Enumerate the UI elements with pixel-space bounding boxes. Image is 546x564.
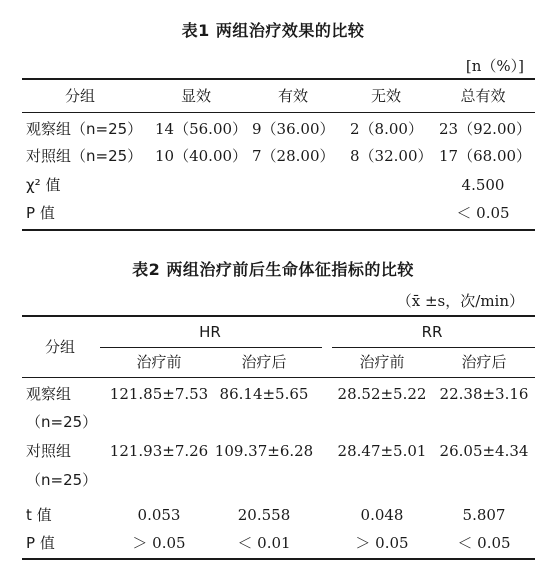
table1-bottom-rule xyxy=(22,229,535,231)
table2-header-rr: RR xyxy=(421,323,443,341)
table2-row1-hr-after: 86.14±5.65 xyxy=(219,385,309,403)
table1-row1-group: 观察组（n=25） xyxy=(26,120,143,138)
table1-p-label: P 值 xyxy=(26,204,55,222)
table2-title: 表2 两组治疗前后生命体征指标的比较 xyxy=(132,260,414,279)
table1-chi-label: χ² 值 xyxy=(26,176,61,194)
table2-rr-span-rule xyxy=(332,347,535,348)
table2-subheader-rr-after: 治疗后 xyxy=(461,353,507,371)
table2-t-hr-after: 20.558 xyxy=(237,506,291,524)
table2-t-rr-after: 5.807 xyxy=(462,506,506,524)
table2-unit: （x̄ ±s，次/min） xyxy=(396,292,524,310)
table1-header-ineffective: 无效 xyxy=(370,87,402,105)
table1-row2-total: 17（68.00） xyxy=(439,147,532,165)
table2-row2-rr-after: 26.05±4.34 xyxy=(439,442,529,460)
table1-title: 表1 两组治疗效果的比较 xyxy=(181,21,365,40)
table1-row2-effective: 7（28.00） xyxy=(252,147,335,165)
table2-row1-hr-before: 121.85±7.53 xyxy=(109,385,209,403)
table1-row1-total: 23（92.00） xyxy=(439,120,532,138)
table2-subheader-hr-before: 治疗前 xyxy=(136,353,182,371)
table2-row2-hr-before: 121.93±7.26 xyxy=(109,442,209,460)
table1-unit: [n（%）] xyxy=(465,57,524,75)
table2-t-label: t 值 xyxy=(26,506,52,524)
table2-row1-rr-before: 28.52±5.22 xyxy=(337,385,427,403)
table1-row2-group: 对照组（n=25） xyxy=(26,147,143,165)
table1-row2-ineffective: 8（32.00） xyxy=(350,147,433,165)
table1-row1-effective: 9（36.00） xyxy=(252,120,335,138)
table2-row1-group: 观察组 xyxy=(26,385,72,403)
table1-p-value: ＜ 0.05 xyxy=(456,204,510,222)
table2-p-hr-before: ＞ 0.05 xyxy=(132,534,186,552)
table1-row1-marked: 14（56.00） xyxy=(155,120,248,138)
table2-p-rr-before: ＞ 0.05 xyxy=(355,534,409,552)
table2-hr-span-rule xyxy=(100,347,322,348)
table2-row2-n: （n=25） xyxy=(26,471,98,489)
table1-header-effective: 有效 xyxy=(277,87,309,105)
table2-row2-group: 对照组 xyxy=(26,442,72,460)
table2-row1-rr-after: 22.38±3.16 xyxy=(439,385,529,403)
table1-row1-ineffective: 2（8.00） xyxy=(350,120,423,138)
table2-p-label: P 值 xyxy=(26,534,55,552)
table1-chi-value: 4.500 xyxy=(461,176,505,194)
table2-row2-rr-before: 28.47±5.01 xyxy=(337,442,427,460)
table2-p-rr-after: ＜ 0.05 xyxy=(457,534,511,552)
table2-header-hr: HR xyxy=(199,323,221,341)
table1-top-rule xyxy=(22,78,535,80)
table2-top-rule xyxy=(22,315,535,317)
table2-t-hr-before: 0.053 xyxy=(137,506,181,524)
table2-subheader-hr-after: 治疗后 xyxy=(241,353,287,371)
table2-t-rr-before: 0.048 xyxy=(360,506,404,524)
table1-row2-marked: 10（40.00） xyxy=(155,147,248,165)
table2-row2-hr-after: 109.37±6.28 xyxy=(214,442,314,460)
table2-header-group: 分组 xyxy=(44,338,76,356)
table2-header-rule xyxy=(22,377,535,378)
table1-header-group: 分组 xyxy=(64,87,96,105)
table1-header-total: 总有效 xyxy=(460,87,506,105)
table1-header-rule xyxy=(22,112,535,113)
table2-p-hr-after: ＜ 0.01 xyxy=(237,534,291,552)
table2-subheader-rr-before: 治疗前 xyxy=(359,353,405,371)
table1-header-marked: 显效 xyxy=(180,87,212,105)
table2-bottom-rule xyxy=(22,558,535,560)
table2-row1-n: （n=25） xyxy=(26,413,98,431)
